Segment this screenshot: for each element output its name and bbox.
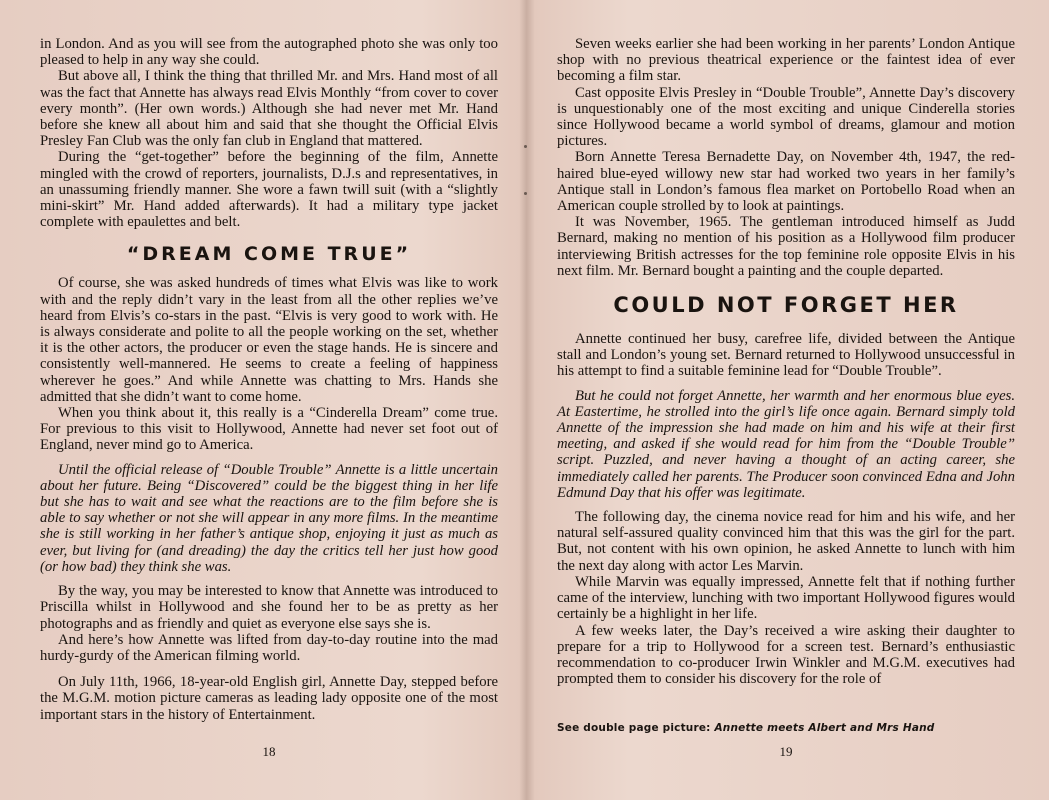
paragraph: It was November, 1965. The gentleman introduced himself as Judd Bernard, making no mention of his position as a Hollywood film producer interviewing British actresses for the top feminine role opposite Elvis in his next film. Mr. Bernard bought a painting and the couple departed.	[557, 214, 1015, 279]
paragraph: in London. And as you will see from the autographed photo she was only too pleased to help in any way she could.	[40, 36, 498, 69]
left-page	[40, 36, 498, 776]
paragraph: A few weeks later, the Day’s received a wire asking their daughter to prepare for a trip to Hollywood for a screen test. Bernard’s enthusiastic recommendation to co-producer Irwin Winkler and M.G.M. executives had prompted them to consider his discovery for the role of	[557, 622, 1015, 688]
paragraph: While Marvin was equally impressed, Annette felt that if nothing further came of the interview, lunching with two important Hollywood figures would certainly be a highlight in her life.	[557, 573, 1015, 623]
page-number: 18	[262, 744, 276, 759]
paragraph: By the way, you may be interested to know that Annette was introduced to Priscilla whilst in Hollywood and she found her to be as pretty as her photographs and as friendly and quiet as everyone else says she is.	[40, 583, 498, 632]
paragraph: But above all, I think the thing that thrilled Mr. and Mrs. Hand most of all was the fact that Annette has always read Elvis Monthly “from cover to cover every month”. (Her own words.) Although she had never met Mr. Hand before she knew all about him and said that she thought the Official Elvis Presley Fan Club was the only fan club in England that mattered.	[40, 68, 498, 150]
gutter-mark	[524, 145, 527, 148]
paragraph: On July 11th, 1966, 18-year-old English girl, Annette Day, stepped before the M.G.M. motion picture cameras as leading lady opposite one of the most important stars in the history of Entertainment.	[40, 674, 498, 723]
paragraph: Of course, she was asked hundreds of times what Elvis was like to work with and the reply didn’t vary in the least from all the other replies we’ve heard from Elvis’s co-stars in the past. “Elvis is very good to work with. He is always considerate and polite to all the people working on the set, whether it is the other actors, the producer or even the stage hands. He is sincere and consistently well-mannered. He seems to create a feeling of happiness wherever he goes.” And while Annette was chatting to Mrs. Hands she admitted that she didn’t want to come home.	[40, 275, 498, 405]
caption-title: Annette meets Albert and Mrs Hand	[714, 722, 935, 734]
caption-prefix: See double page picture:	[557, 722, 711, 734]
page-number: 19	[779, 744, 793, 759]
italic-paragraph: But he could not forget Annette, her warmth and her enormous blue eyes. At Eastertime, he strolled into the girl’s life once again. Bernard simply told Annette of the impression she had made on him and his wife at their first meeting, and asked if she would read for him from the “Double Trouble” script. Puzzled, and never having a thought of an acting career, she immediately called her parents. The Producer soon convinced Edna and John Edmund Day that his offer was legitimate.	[557, 387, 1015, 501]
photo-caption	[557, 722, 935, 734]
paragraph: During the “get-together” before the beginning of the film, Annette mingled with the crowd of reporters, journalists, D.J.s and representatives, in an unassuming friendly manner. She wore a fawn twill suit (with a “slightly mini-skirt” Mr. Hand added afterwards). It had a military type jacket complete with epaulettes and belt.	[40, 149, 498, 231]
section-heading: COULD NOT FORGET HER	[613, 293, 959, 318]
paragraph: Born Annette Teresa Bernadette Day, on November 4th, 1947, the red-haired blue-eyed willowy new star had worked two years in her family’s Antique stall in London’s famous flea market on Portobello Road when an American couple strolled by to look at paintings.	[557, 149, 1015, 215]
italic-paragraph: Until the official release of “Double Trouble” Annette is a little uncertain about her future. Being “Discovered” could be the biggest thing in her life but she has to wait and see what the reactions are to the film before she is able to say whether or not she will appear in any more films. In the meantime she is still working in her father’s antique shop, enjoying it just as much as ever, but living for (and dreading) the day the critics tell her just how good (or how bad) they think she was.	[40, 461, 498, 575]
paragraph: The following day, the cinema novice read for him and his wife, and her natural self-assured quality convinced him that this was the girl for the part. But, not content with his own opinion, he asked Annette to lunch with him the next day along with actor Les Marvin.	[557, 509, 1015, 574]
paragraph: Annette continued her busy, carefree life, divided between the Antique stall and London’s young set. Bernard returned to Hollywood unsuccessful in his attempt to find a suitable feminine lead for “Double Trouble”.	[557, 331, 1015, 380]
gutter-mark	[524, 192, 527, 195]
paragraph: Seven weeks earlier she had been working in her parents’ London Antique shop with no previous theatrical experience or the faintest idea of ever becoming a film star.	[557, 36, 1015, 85]
paragraph: When you think about it, this really is a “Cinderella Dream” come true. For previous to this visit to Hollywood, Annette had never set foot out of England, never mind go to America.	[40, 405, 498, 454]
paragraph: And here’s how Annette was lifted from day-to-day routine into the mad hurdy-gurdy of the American filming world.	[40, 631, 498, 664]
paragraph: Cast opposite Elvis Presley in “Double Trouble”, Annette Day’s discovery is unquestionably one of the most exciting and unique Cinderella stories since Hollywood became a world symbol of dreams, glamour and motion pictures.	[557, 84, 1015, 150]
right-page	[557, 36, 1015, 776]
section-heading: “DREAM COME TRUE”	[126, 243, 412, 266]
